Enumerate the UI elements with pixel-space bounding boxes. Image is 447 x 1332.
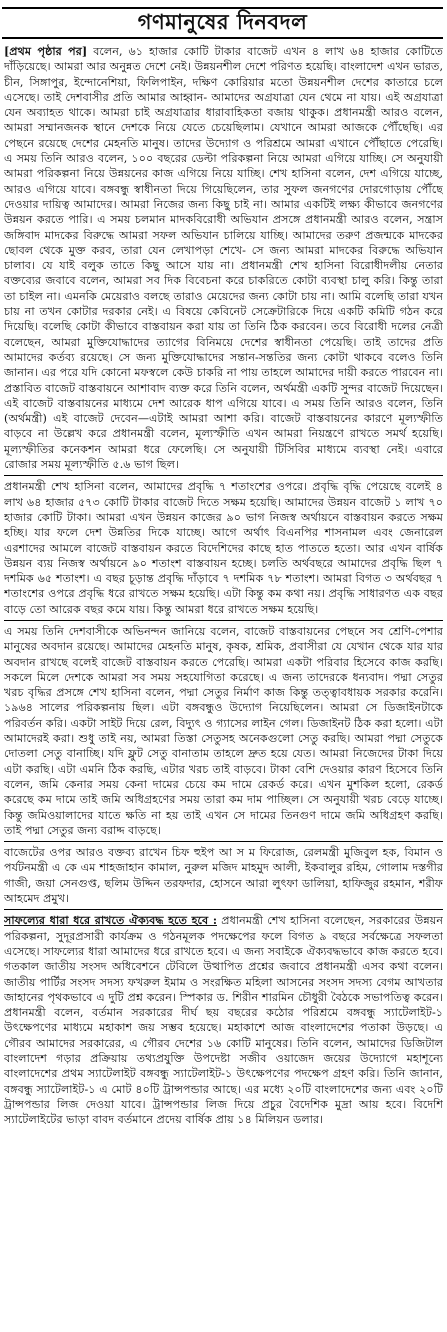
section-subheading: সাফল্যের ধারা ধরে রাখতে ঐক্যবদ্ধ হতে হবে :	[4, 913, 217, 928]
paragraph-divider	[4, 620, 443, 621]
article-text: প্রধানমন্ত্রী শেখ হাসিনা বলেন, আমাদের প্রবৃদ্ধি ৭ শতাংশের ওপরে। প্রবৃদ্ধি বৃদ্ধি পেয়েছে বলেই ৪ লাখ ৬৪ হাজার ৫৭৩ কোটি টাকার বাজেট দিতে সক্ষম হয়েছি। আমাদের উন্নয়ন বাজেট ১ লাখ ৭০ হাজার কোটি টাকা। আমরা এখন উন্নয়ন কাজের ৯০ ভাগ নিজস্ব অর্থায়নে বাস্তবায়ন করতে সক্ষম হচ্ছি। যার ফলে দেশ উন্নতির দিকে যাচ্ছে। আগে অর্থাৎ বিএনপির শাসনামল এবং জেনারেল এরশাদের আমলে বাজেট বাস্তবায়ন করতে বিদেশিদের কাছে হাত পাততে হতো। আর এখন বার্ষিক উন্নয়ন ব্যয় নিজস্ব অর্থায়নে ৯০ শতাংশ বাস্তবায়ন হচ্ছে। চলতি অর্থবছরে আমাদের প্রবৃদ্ধি ছিল ৭ দশমিক ৬৫ শতাংশ। এ বছর চূড়ান্ত প্রবৃদ্ধি দাঁড়াবে ৭ দশমিক ৭৮ শতাংশ। আমরা বিগত ৩ অর্থবছর ৭ শতাংশের ওপরে প্রবৃদ্ধি ধরে রাখতে সক্ষম হয়েছি। এটা কিন্তু কম কথা নয়। প্রবৃদ্ধি সাধারণত এক বছর বাড়ে তো আরেক বছর কমে যায়। কিন্তু আমরা ধরে রাখতে সক্ষম হয়েছি।	[4, 480, 443, 616]
article-paragraph	[4, 624, 443, 838]
section-divider	[4, 909, 443, 910]
article-paragraph	[4, 845, 443, 906]
article-text: এ সময় তিনি দেশবাসীকে অভিনন্দন জানিয়ে বলেন, বাজেট বাস্তবায়নের পেছনে সব শ্রেণি-পেশার মানুষের অবদান রয়েছে। আমাদের মেহনতি মানুষ, কৃষক, শ্রমিক, প্রবাসীরা যে যেখান থেকে যার যার অবদান রাখছে বলেই বাজেট বাস্তবায়ন করতে পেরেছি। আমরা একটা পরিবার হিসেবে কাজ করছি। সকলে মিলে দেশকে আমরা সব সময় সহযোগিতা করেছে। এ জন্য তাদেরকে ধন্যবাদ। পদ্মা সেতুর খরচ বৃদ্ধির প্রসঙ্গে শেখ হাসিনা বলেন, পদ্মা সেতুর নির্মাণ কাজ কিন্তু তত্ত্বাবধায়ক সরকার করেনি। ১৯৬৪ সালের পরিকল্পনায় ছিল। এটা বঙ্গবন্ধুও উদ্যোগ নিয়েছিলেন। আমরা সে ডিজাইনটাকে পরিবর্তন করি। একটা সাইট দিয়ে রেল, বিদ্যুৎ ও গ্যাসের লাইন গেল। ডিজাইনট ঠিক করা হলো। এটা আমাদেরই করা। শুধু তাই নয়, আমরা তিস্তা সেতুসহ অনেকগুলো সেতু করছি। আমরা পদ্মা সেতুকে দোতলা সেতু বানাচ্ছি। যদি ফ্লুট সেতু বানাতাম তাহলে দ্রুত হয়ে যেত। আমরা নিজেদের টাকা দিয়ে এটা করছি। এটা এমনি ঠিক করছি, এটার খরচ তাই বাড়বে। টাকা বেশি দেওয়ার কারণ হিসেবে তিনি বলেন, জমি কেনার সময় কেনা দামের চেয়ে কম দামে রেকর্ড করে। এখন মুশকিল হলো, রেকর্ড করেছে কম দামে তাই জমি অধিগ্রহণের সময় তারা কম দাম পাচ্ছিল। সে অনুযায়ী খরচ বেড়ে যাচ্ছে। কিন্তু জমিওয়ালাদের যাতে ক্ষতি না হয় তাই এখন সে দামের তিনগুণ দামে জমি অধিগ্রহণ করছি। তাই পদ্মা সেতুর জন্য বরাদ্দ বাড়ছে।	[4, 624, 443, 837]
article-paragraph	[4, 479, 443, 617]
article-text: বাজেটের ওপর আরও বক্তব্য রাখেন চিফ হুইপ আ স ম ফিরোজ, রেলমন্ত্রী মুজিবুল হক, বিমান ও পর্যটনমন্ত্রী এ কে এম শাহজাহান কামাল, নুরুল মজিদ মাহমুদ আলী, ইকবালুর রহিম, গোলাম দস্তগীর গাজী, জয়া সেনগুপ্ত, ছলিম উদ্দিন তরফদার, হোসনে আরা লুৎফা ডালিয়া, হাফিজুর রহমান, শরীফ আহমেদ প্রমুখ।	[4, 846, 443, 906]
headline-box	[2, 7, 443, 39]
article-paragraph	[4, 913, 443, 1127]
article-paragraph	[4, 44, 443, 472]
paragraph-divider	[4, 475, 443, 476]
continuation-label: [প্রথম পৃষ্ঠার পর]	[4, 44, 88, 58]
article-body	[4, 44, 443, 1328]
article-text: বলেন, ৬১ হাজার কোটি টাকার বাজেট এখন ৪ লাখ ৬৪ হাজার কোটিতে দাঁড়িয়েছে। আমরা আর অনুন্নত দেশে নেই। উন্নয়নশীল দেশে পরিণত হয়েছি। বাংলাদেশ এখন ভারত, চীন, সিঙ্গাপুর, ইন্দোনেশিয়া, ফিলিপাইন, দক্ষিণ কোরিয়ার মতো উন্নয়নশীল দেশের কাতারে চলে এসেছে। তাই দেশবাসীর প্রতি আমার আহ্বান- আমাদের অগ্রযাত্রা যেন থেমে না যায়। এই অগ্রযাত্রা যেন অব্যাহত থাকে। আমরা চাই অগ্রযাত্রার ধারাবাহিকতা বজায় থাকুক। প্রধানমন্ত্রী আরও বলেন, আমরা সম্মানজনক স্থানে দেশকে নিয়ে যেতে চেয়েছিলাম। যেখানে আমরা আজকে পৌঁছেছি। এর পেছনে রয়েছে দেশের মেহনতি মানুষ। তাদের উদ্যোগ ও পরিশ্রমে আমরা এখানে পৌঁছাতে পেরেছি। এ সময় তিনি আরও বলেন, ১০০ বছরের ডেল্টা পরিকল্পনা নিয়ে আমরা এগিয়ে যাচ্ছি। সে অনুযায়ী আমরা পরিকল্পনা নিয়ে উন্নয়নের কাজ এগিয়ে নিয়ে যাচ্ছি। শেখ হাসিনা বলেন, দেশ এগিয়ে যাচ্ছে, আরও এগিয়ে যাবে। বঙ্গবন্ধু স্বাধীনতা দিয়ে গিয়েছিলেন, তার সুফল জনগণের দোরগোড়ায় পৌঁছে দেওয়ার দায়িত্ব আমাদের। আমরা নিজের জন্য কিছু চাই না। আমার একটিই লক্ষ্য কীভাবে জনগণের উন্নয়ন করতে পারি। এ সময় চলমান মাদকবিরোধী অভিযান প্রসঙ্গে প্রধানমন্ত্রী আরও বলেন, সন্ত্রাস জঙ্গিবাদ মাদকের বিরুদ্ধে আমরা সফল অভিযান চালিয়ে যাচ্ছি। আমাদের তরুণ প্রজন্মকে মাদকের ছোবল থেকে মুক্ত করব, তারা যেন লেখাপড়া শেখে- সে জন্য আমরা মাদকের বিরুদ্ধে অভিযান চালাব। যে যাই বলুক তাতে কিছু আসে যায় না। প্রধানমন্ত্রী শেখ হাসিনা বিরোধীদলীয় নেতার বক্তব্যের জবাবে বলেন, আমরা সব দিক বিবেচনা করে চাকরিতে কোটা ব্যবস্থা চালু করি। কিন্তু তারা তা চাইল না। এমনকি মেয়েরাও বলছে তারাও মেয়েদের জন্য কোটা চায় না। আমি বলেছি তারা যখন চায় না তখন কোটার দরকার নেই। এ বিষয়ে কেবিনেট সেক্রেটারিকে দিয়ে একটি কমিটি গঠন করে দিয়েছি। বলেছি কোটা কীভাবে বাস্তবায়ন করা যায় তা তিনি ঠিক করবেন। তবে বিরোধী দলের নেত্রী বলেছেন, আমরা মুক্তিযোদ্ধাদের ত্যাগের বিনিময়ে দেশের স্বাধীনতা পেয়েছি। তাই তাদের প্রতি আমাদের কর্তব্য রয়েছে। সে জন্য মুক্তিযোদ্ধাদের সন্তান-সন্ততির জন্য কোটা থাকবে বলেও তিনি জানান। এর পরে যদি কোনো মফস্বলে কেউ চাকরি না পায় তাহলে আমাদের দায়ী করতে পারবেন না। প্রস্তাবিত বাজেট বাস্তবায়নে আশাবাদ ব্যক্ত করে তিনি বলেন, অর্থমন্ত্রী একটি সুন্দর বাজেট দিয়েছেন। এই বাজেট বাস্তবায়নের মাধ্যমে দেশ আরেক ধাপ এগিয়ে যাবে। এ সময় তিনি আরও বলেন, তিনি (অর্থমন্ত্রী) এই বাজেট দেবেন—এটাই আমরা আশা করি। বাজেট বাস্তবায়নের কারণে মূল্যস্ফীতি বাড়বে না উল্লেখ করে প্রধানমন্ত্রী বলেন, মূল্যস্ফীতি এখন আমরা নিয়ন্ত্রণে রাখতে সমর্থ হয়েছি। মূল্যস্ফীতির কনেকশন আমরা ধরে ফেলেছি। সে অনুযায়ী টিসিবির মাধ্যমে ব্যবস্থা নেই। এবারে রোজার সময় মূল্যস্ফীতি ৫.৬ ভাগ ছিল।	[4, 45, 443, 472]
article-text: প্রধানমন্ত্রী শেখ হাসিনা বলেছেন, সরকারের উন্নয়ন পরিকল্পনা, সুদূরপ্রসারী কার্যক্রম ও গঠনমূলক পদক্ষেপের ফলে বিগত ৯ বছরে সর্বক্ষেত্রে সফলতা এসেছে। সাফল্যের ধারা আমাদের ধরে রাখতে হবে। এ জন্য সবাইকে ঐক্যবদ্ধভাবে কাজ করতে হবে। গতকাল জাতীয় সংসদ অধিবেশনে টেবিলে উত্থাপিত প্রশ্নের জবাবে প্রধানমন্ত্রী এসব কথা বলেন। জাতীয় পার্টির সংসদ সদস্য ফখরুল ইমাম ও সংরক্ষিত মহিলা আসনের সংসদ সদস্য বেগম আখতার জাহানের পৃথকভাবে এ দুটি প্রশ্ন করেন। স্পিকার ড. শিরীন শারমিন চৌধুরী বৈঠকে সভাপতিত্ব করেন। প্রধানমন্ত্রী বলেন, বর্তমান সরকারের দীর্ঘ ছয় বছরের কঠোর পরিশ্রমে বঙ্গবন্ধু স্যাটেলাইট-১ উৎক্ষেপণের মাধ্যমে মহাকাশ জয় সম্ভব হয়েছে। মহাকাশে আজ বাংলাদেশের পতাকা উড়ছে। এ গৌরব আমাদের সরকারের, এ গৌরব দেশের ১৬ কোটি মানুষের। তিনি বলেন, আমাদের ডিজিটাল বাংলাদেশ গড়ার প্রক্রিয়ায় তথ্যপ্রযুক্তি উপদেষ্টা সজীব ওয়াজেদ জয়ের উদ্যোগে মহাশূন্যে বাংলাদেশের প্রথম স্যাটেলাইট বঙ্গবন্ধু স্যাটেলাইট-১ উৎক্ষেপণের পদক্ষেপ গ্রহণ করি। তিনি জানান, বঙ্গবন্ধু স্যাটেলাইট-১ এ মোট ৪০টি ট্রান্সপন্ডার আছে। এর মধ্যে ২০টি বাংলাদেশের জন্য এবং ২০টি ট্রান্সপন্ডার লিজ দেওয়া যাবে। ট্রান্সপন্ডার লিজ দিয়ে প্রচুর বৈদেশিক মুদ্রা আয় হবে। বিদেশি স্যাটেলাইটের ভাড়া বাবদ বর্তমানে প্রদেয় বার্ষিক প্রায় ১৪ মিলিয়ন ডলার।	[4, 914, 443, 1127]
headline: গণমানুষের দিনবদল	[137, 8, 308, 34]
paragraph-divider	[4, 841, 443, 842]
